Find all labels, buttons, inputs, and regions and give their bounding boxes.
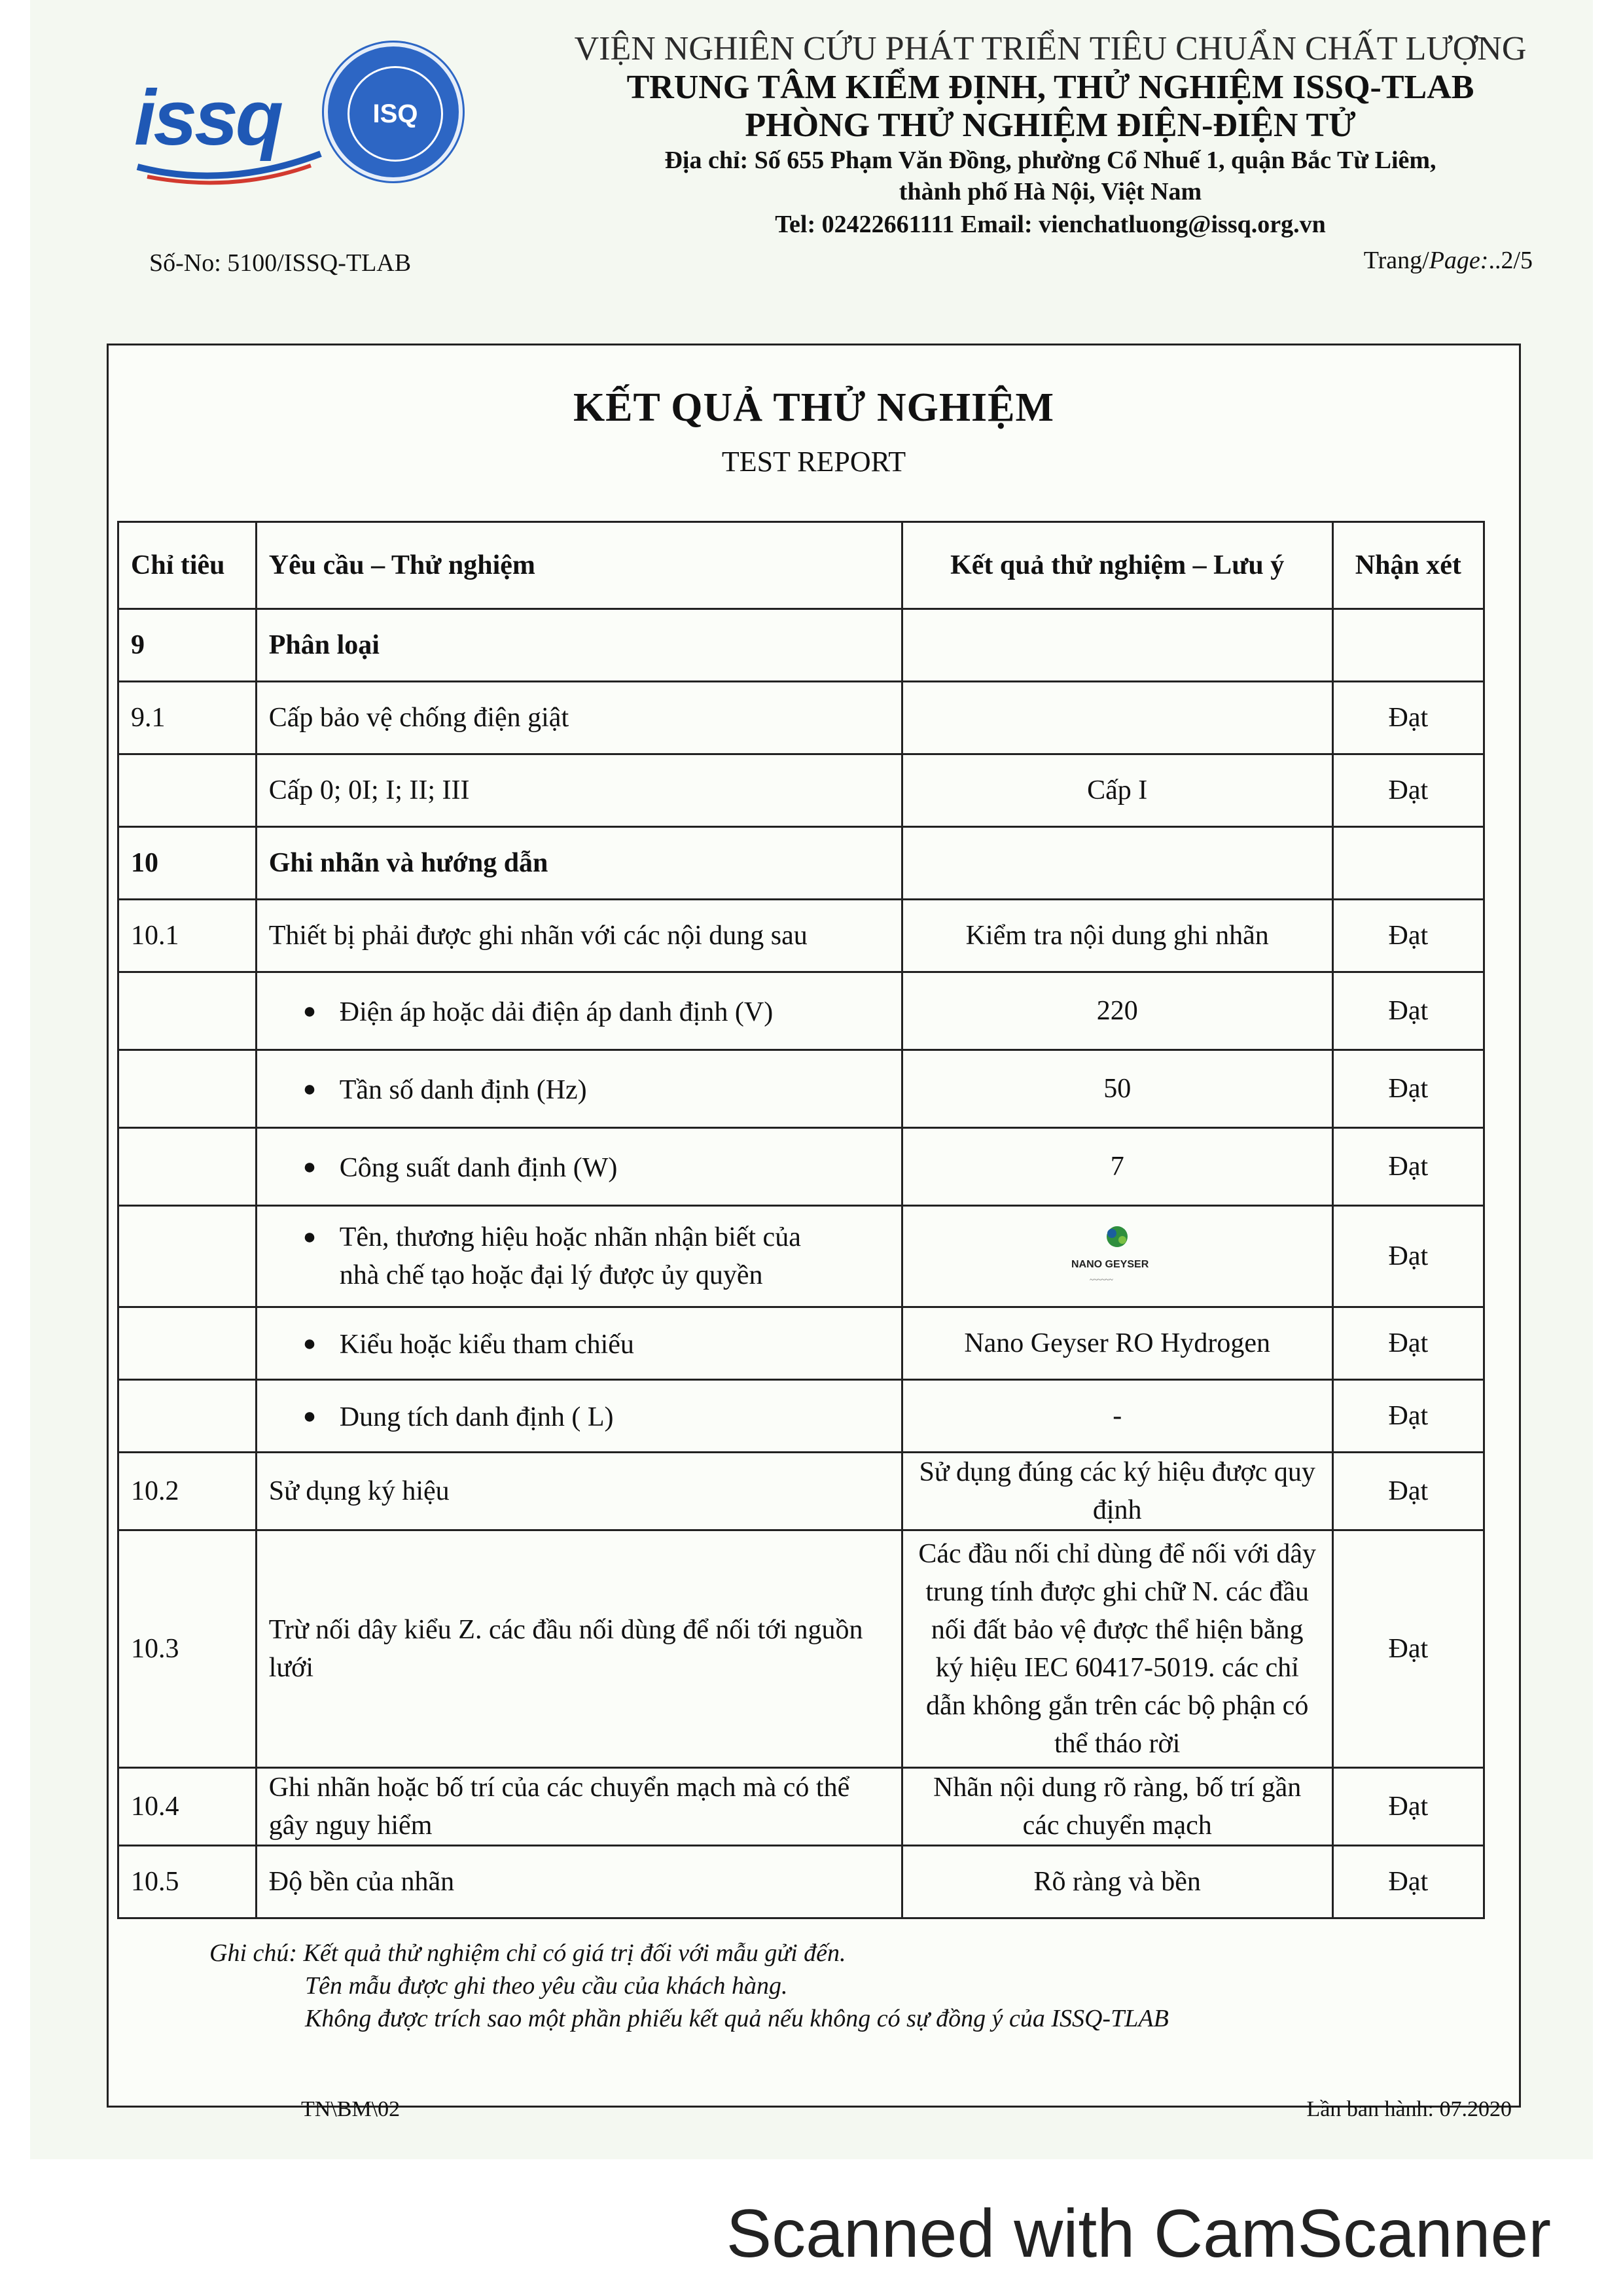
table-row: 10.4 Ghi nhãn hoặc bố trí của các chuyển mạch mà có thể gây nguy hiểm Nhãn nội dung rõ ràng, bố trí gần các chuyển mạch Đạt (118, 1768, 1484, 1846)
header-criteria: Chỉ tiêu (118, 522, 257, 609)
report-notes: Ghi chú: Kết quả thử nghiệm chỉ có giá trị đối với mẫu gửi đến. Tên mẫu được ghi theo yêu cầu của khách hàng. Không được trích sao một phần phiếu kết quả nếu không có sự đồng ý của ISSQ-TLAB (209, 1939, 1169, 2032)
issq-logo (134, 43, 461, 193)
isq-seal-icon: ISQ (324, 43, 463, 181)
nano-geyser-logo (1065, 1220, 1169, 1292)
header-result: Kết quả thử nghiệm – Lưu ý (902, 522, 1332, 609)
address-line-2: thành phố Hà Nội, Việt Nam (899, 178, 1202, 205)
bullet-icon: ● (302, 1155, 317, 1180)
table-row: ● Tên, thương hiệu hoặc nhãn nhận biết của nhà chế tạo hoặc đại lý được ủy quyền NANO GEYSER ~~~~~~ Đạt (118, 1206, 1484, 1307)
table-row: 10 Ghi nhãn và hướng dẫn (118, 827, 1484, 900)
bullet-icon: ● (302, 1404, 317, 1429)
organization-header (510, 29, 1590, 241)
table-row: ● Dung tích danh định ( L) - Đạt (118, 1380, 1484, 1453)
table-row: ● Công suất danh định (W) 7 Đạt (118, 1128, 1484, 1206)
logo-text: issq (134, 74, 281, 162)
bullet-icon: ● (302, 1225, 317, 1249)
table-row: 10.5 Độ bền của nhãn Rõ ràng và bền Đạt (118, 1846, 1484, 1918)
table-row: ● Điện áp hoặc dải điện áp danh định (V) 220 Đạt (118, 972, 1484, 1050)
institute-name: VIỆN NGHIÊN CỨU PHÁT TRIỂN TIÊU CHUẨN CHẤT LƯỢNG (574, 30, 1527, 67)
camscanner-watermark: Scanned with CamScanner (726, 2196, 1551, 2272)
table-row: ● Tần số danh định (Hz) 50 Đạt (118, 1050, 1484, 1128)
table-row: ● Kiểu hoặc kiểu tham chiếu Nano Geyser RO Hydrogen Đạt (118, 1307, 1484, 1380)
address-line-1: Địa chỉ: Số 655 Phạm Văn Đồng, phường Cổ Nhuế 1, quận Bắc Từ Liêm, (664, 147, 1436, 174)
report-subtitle: TEST REPORT (721, 446, 906, 478)
svg-text:~~~~~~: ~~~~~~ (1090, 1276, 1113, 1284)
header-remark: Nhận xét (1332, 522, 1484, 609)
bullet-icon: ● (302, 1332, 317, 1356)
table-row: 9.1 Cấp bảo vệ chống điện giật Đạt (118, 682, 1484, 754)
report-frame (107, 344, 1521, 2108)
table-row: 10.3 Trừ nối dây kiểu Z. các đầu nối dùng để nối tới nguồn lưới Các đầu nối chỉ dùng để nối với dây trung tính được ghi chữ N. các đầu nối đất bảo vệ được thể hiện bằng ký hiệu IEC 60417-5019. các chỉ dẫn không gắn trên các bộ phận có thể tháo rời Đạt (118, 1530, 1484, 1768)
center-name: TRUNG TÂM KIỂM ĐỊNH, THỬ NGHIỆM ISSQ-TLAB (626, 69, 1474, 106)
table-row: 10.2 Sử dụng ký hiệu Sử dụng đúng các ký hiệu được quy định Đạt (118, 1453, 1484, 1530)
contact-line: Tel: 02422661111 Email: vienchatluong@issq.org.vn (775, 211, 1326, 238)
header-requirement: Yêu cầu – Thử nghiệm (256, 522, 902, 609)
lab-name: PHÒNG THỬ NGHIỆM ĐIỆN-ĐIỆN TỬ (745, 107, 1356, 144)
logo-swoosh-icon (134, 141, 324, 186)
svg-text:NANO GEYSER: NANO GEYSER (1071, 1259, 1149, 1270)
table-row: 10.1 Thiết bị phải được ghi nhãn với các nội dung sau Kiểm tra nội dung ghi nhãn Đạt (118, 900, 1484, 972)
issue-date: Lần ban hành: 07.2020 (1306, 2097, 1512, 2121)
table-header-row (118, 522, 1484, 609)
document-number: Số-No: 5100/ISSQ-TLAB (149, 249, 412, 277)
page-number: Trang/Page:..2/5 (1363, 247, 1533, 274)
table-row: 9 Phân loại (118, 609, 1484, 682)
form-code: TN\BM\02 (301, 2097, 401, 2121)
report-title: KẾT QUẢ THỬ NGHIỆM (573, 385, 1055, 430)
bullet-icon: ● (302, 999, 317, 1024)
bullet-icon: ● (302, 1077, 317, 1102)
test-results-table (117, 521, 1485, 1919)
table-row: Cấp 0; 0I; I; II; III Cấp I Đạt (118, 754, 1484, 827)
